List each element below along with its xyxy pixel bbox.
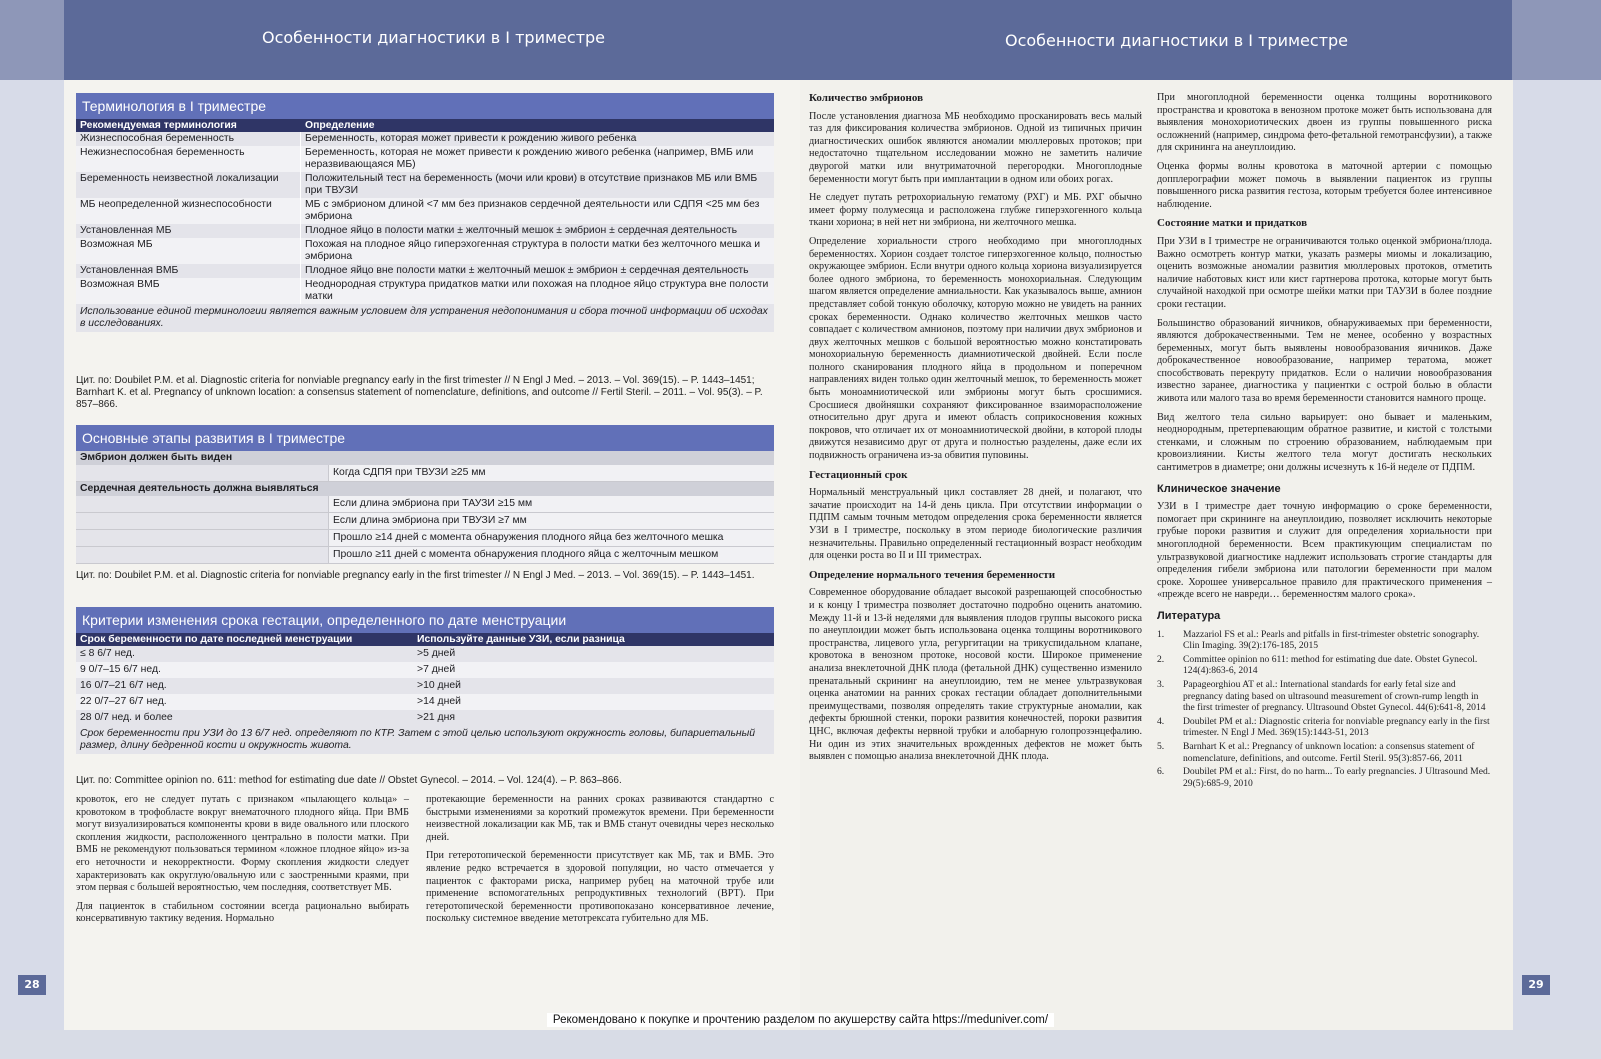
ref-number: 1. [1157, 628, 1165, 640]
criteria-header-row [76, 633, 774, 646]
criteria-box [76, 607, 774, 754]
criteria-citation: Цит. по: Committee opinion no. 611: method for estimating due date // Obstet Gynecol. – 2014. – Vol. 124(4). – P. 863–866. [76, 775, 622, 786]
ref-text: Mazzariol FS et al.: Pearls and pitfalls in first-trimester obstetric sonography. Clin Imaging. 39(2):176-185, 2015 [1183, 628, 1480, 652]
term-cell: Жизнеспособная беременность [76, 132, 301, 146]
stage-criterion: Если длина эмбриона при ТВУЗИ ≥7 мм [328, 513, 774, 529]
reference-item [1157, 716, 1492, 739]
criteria-title: Критерии изменения срока гестации, определенного по дате менструации [76, 607, 774, 633]
term-cell: ≤ 8 6/7 нед. [80, 648, 135, 659]
reference-item [1157, 629, 1492, 652]
ref-number: 6. [1157, 766, 1165, 778]
table-row [76, 694, 774, 710]
terminology-title: Терминология в I триместре [76, 93, 774, 119]
ref-text: Papageorghiou AT et al.: International standards for early fetal size and pregnancy dating based on ultrasound measurement of crown-rump length in the first trimester of pregnancy. Ultrasound Obstet Gynecol. 44(6):641-8, 2014 [1183, 678, 1486, 714]
stage-criterion: Прошло ≥11 дней с момента обнаружения плодного яйца с желточным мешком [328, 547, 774, 563]
reference-item [1157, 679, 1492, 714]
paragraph: протекающие беременности на ранних сроках развиваются стандартно с быстрыми изменениями за короткий промежуток времени. При беременности неизвестной локализации как МБ, так и ВМБ станут очевидны через несколько дней. [426, 794, 774, 843]
terminology-box [76, 93, 774, 332]
paragraph: Не следует путать ретрохориальную гематому (РХГ) и МБ. РХГ обычно имеет форму полумесяца и расположена глубже гиперэхогенного кольца ткани хориона; в ней нет ни эмбриона, ни желточного мешка. [809, 192, 1142, 229]
terminology-citation: Цит. по: Doubilet P.M. et al. Diagnostic criteria for nonviable pregnancy early in the first trimester // N Engl J Med. – 2013. – Vol. 369(15). – P. 1443–1451; Barnhart K. et al. Pregnancy of unknown location: a consensus statement of nomenclature, definitions, and outcome // Fertil Steril. – 2011. – Vol. 95(3). – P. 857–866. [76, 375, 763, 410]
right-header-title: Особенности диагностики в I триместре [1005, 31, 1349, 50]
definition-cell: Положительный тест на беременность (мочи или крови) в отсутствие признаков МБ или ВМБ при ТВУЗИ [301, 172, 775, 198]
ref-text: Committee opinion no 611: method for estimating due date. Obstet Gynecol. 124(4):863-6, 2014 [1183, 653, 1478, 677]
section-title: Определение нормального течения беременности [809, 568, 1056, 581]
table-row [76, 278, 774, 304]
table-row [76, 238, 774, 264]
ref-number: 2. [1157, 653, 1165, 665]
term-cell: 28 0/7 нед. и более [80, 712, 173, 723]
left-page-number: 28 [18, 975, 46, 995]
terminology-note: Использование единой терминологии является важным условием для устранения недопонимания и сбора точной информации об исходах в исследованиях. [76, 304, 774, 332]
terminology-col1: Рекомендуемая терминология [80, 120, 237, 131]
stage-row [76, 513, 774, 530]
difference-cell: >7 дней [417, 664, 456, 675]
left-column-b [426, 794, 774, 932]
right-page-header [800, 0, 1601, 80]
reference-item [1157, 766, 1492, 789]
ref-text: Barnhart K et al.: Pregnancy of unknown location: a consensus statement of nomenclature, definitions, and outcome. Fertil Steril. 95(3):857-66, 2011 [1183, 740, 1475, 764]
term-cell: Беременность неизвестной локализации [76, 172, 301, 198]
reference-item [1157, 654, 1492, 677]
ref-text: Doubilet PM et al.: First, do no harm... To early pregnancies. J Ultrasound Med. 29(5):685-9, 2010 [1183, 766, 1491, 789]
table-row [76, 646, 774, 662]
term-cell: МБ неопределенной жизнеспособности [76, 198, 301, 224]
ref-text: Doubilet PM et al.: Diagnostic criteria for nonviable pregnancy early in the first trimester. N Engl J Med. 369(15):1443-51, 2013 [1183, 715, 1490, 739]
right-column-b [1157, 92, 1492, 791]
table-row [76, 264, 774, 278]
stage-row [76, 465, 774, 482]
section-title: Гестационный срок [809, 468, 908, 481]
footer-banner [0, 1014, 1601, 1034]
difference-cell: >10 дней [417, 680, 461, 691]
paragraph: кровоток, его не следует путать с признаком «пылающего кольца» – кровотоком в трофобласте вокруг внематочного плодного яйца. При ВМБ могут визуализироваться компоненты крови в виде овального или плоского скопления жидкости, расположенного центрально в полости матки. При ВМБ не рекомендуют пользоваться термином «ложное плодное яйцо» из-за его неточности и некорректности. Форму скопления жидкости следует характеризовать как округлую/овальную или с заостренными краями, при этом первая с большей вероятностью, чем последняя, соответствует МБ. [76, 794, 409, 894]
right-page [800, 0, 1601, 1030]
left-column-a [76, 794, 409, 932]
definition-cell: Плодное яйцо вне полости матки ± желточный мешок ± эмбрион ± сердечная деятельность [301, 264, 775, 278]
stage-criterion: Когда СДПЯ при ТВУЗИ ≥25 мм [328, 465, 774, 481]
footer-link-text[interactable]: Рекомендовано к покупке и прочтению разделом по акушерству сайта https://meduniver.com/ [547, 1013, 1054, 1027]
references-list [1157, 629, 1492, 790]
table-row [76, 678, 774, 694]
stages-title: Основные этапы развития в I триместре [76, 425, 774, 451]
definition-cell: Похожая на плодное яйцо гиперэхогенная структура в полости матки без желточного мешка и эмбриона [301, 238, 775, 264]
definition-cell: Неоднородная структура придатков матки или похожая на плодное яйцо структура вне полости матки [301, 278, 775, 304]
paragraph: После установления диагноза МБ необходимо просканировать весь малый таз для фиксирования количества эмбрионов. Одной из типичных причин диагностических ошибок являются аномалии мюллеровых протоков; при недостаточно тщательном исследовании можно не заметить наличие двурогой матки или внутриматочной перегородки. Многоплодные беременности могут быть при имплантации в одном или обоих рогах. [809, 110, 1142, 185]
right-margin-strip [1513, 80, 1601, 1030]
paragraph: Большинство образований яичников, обнаруживаемых при беременности, являются доброкачественными. Тем не менее, особенно у возрастных беременных, могут быть выявлены новообразования яичников. Даже доброкачественное новообразование, например тератома, может способствовать перекруту придатков. Если о наличии новообразования известно заранее, диагностика у пациентки с острой болью в области живота или малого таза во время беременности становится намного проще. [1157, 317, 1492, 405]
terminology-header-row [76, 119, 774, 132]
left-page [0, 0, 800, 1030]
stages-citation: Цит. по: Doubilet P.M. et al. Diagnostic criteria for nonviable pregnancy early in the first trimester // N Engl J Med. – 2013. – Vol. 369(15). – P. 1443–1451. [76, 570, 755, 581]
criteria-col1: Срок беременности по дате последней менструации [80, 634, 353, 645]
definition-cell: Беременность, которая может привести к рождению живого ребенка [301, 132, 775, 146]
stages-head-1: Эмбрион должен быть виден [76, 451, 774, 465]
ref-number: 5. [1157, 740, 1165, 752]
term-cell: 16 0/7–21 6/7 нед. [80, 680, 167, 691]
paragraph: Современное оборудование обладает высокой разрешающей способностью и к концу I триместра позволяет достаточно подробно оценить анатомию. Между 11-й и 13-й неделями для выявления плодов группы высокого риска по анеуплоидии может быть использована оценка толщины воротникового пространства, лицевого угла, регургитации на трикуспидальном клапане, кровотока в венозном протоке, носовой кости. Широкое применение анализа внеклеточной ДНК плода (фетальной ДНК) существенно изменило пренатальный скрининг на анеуплоидию, тем не менее ультразвуковая оценка анатомии на ранних сроках гестации обладает дополнительными преимуществами, позволяя определять такие структурные аномалии, как дефекты брюшной стенки, пороки развития конечностей, пороки развития ЦНС, включая дефекты нервной трубки и алобарную голопрозэнцефалию. Ни один из этих значительных врожденных дефектов не может быть выявлен с помощью анализа внеклеточной ДНК плода. [809, 587, 1142, 763]
terminology-col2: Определение [305, 120, 375, 131]
paragraph: Нормальный менструальный цикл составляет 28 дней, и полагают, что зачатие происходит на 14-й день цикла. При отсутствии информации о ПДПМ самым точным методом определения срока беременности является УЗИ в I триместре, поскольку в этом периоде биологические различия незначительны. Правильно определенный гестационный возраст необходим для оценки роста во II и III триместрах. [809, 487, 1142, 562]
stage-criterion: Прошло ≥14 дней с момента обнаружения плодного яйца без желточного мешка [328, 530, 774, 546]
left-margin-strip [0, 80, 64, 1030]
table-row [76, 662, 774, 678]
ref-number: 4. [1157, 715, 1165, 727]
stage-row [76, 547, 774, 564]
term-cell: Возможная МБ [76, 238, 301, 264]
paragraph: При УЗИ в I триместре не ограничиваются только оценкой эмбриона/плода. Важно осмотреть контур матки, указать размеры миомы и локализацию, оценить возможные аномалии развития мюллеровых протоков, отметить наличие наботовых кист или кист гартнерова протока, которые могут быть случайной находкой при осмотре шейки матки при ТАУЗИ в более поздние сроки гестации. [1157, 235, 1492, 310]
term-cell: 9 0/7–15 6/7 нед. [80, 664, 161, 675]
difference-cell: >21 дня [417, 712, 455, 723]
references-title: Литература [1157, 609, 1221, 622]
stage-criterion: Если длина эмбриона при ТАУЗИ ≥15 мм [328, 496, 774, 512]
table-row [76, 146, 774, 172]
table-row [76, 198, 774, 224]
stage-row [76, 496, 774, 513]
right-page-number: 29 [1522, 975, 1550, 995]
stages-head-2: Сердечная деятельность должна выявляться [76, 482, 774, 496]
criteria-note: Срок беременности при УЗИ до 13 6/7 нед. определяют по КТР. Затем с этой целью используют окружность головы, бипариетальный размер, длину бедренной кости и окружность живота. [76, 726, 774, 754]
definition-cell: Плодное яйцо в полости матки ± желточный мешок ± эмбрион ± сердечная деятельность [301, 224, 775, 238]
difference-cell: >5 дней [417, 648, 456, 659]
term-cell: 22 0/7–27 6/7 нед. [80, 696, 167, 707]
left-page-header [0, 0, 800, 80]
paragraph: Для пациенток в стабильном состоянии всегда рационально выбирать консервативную тактику ведения. Нормально [76, 900, 409, 925]
difference-cell: >14 дней [417, 696, 461, 707]
criteria-table [76, 646, 774, 726]
term-cell: Нежизнеспособная беременность [76, 146, 301, 172]
right-column-a [809, 92, 1142, 770]
table-row [76, 224, 774, 238]
paragraph: При многоплодной беременности оценка толщины воротникового пространства и кровотока в венозном протоке может быть использована для выявления монохориотических двоен из группы повышенного риска осложнений (например, синдрома фето-фетальной гемотрансфузии), а также для скрининга на анеуплоидию. [1157, 92, 1492, 154]
paragraph: При гетеротопической беременности присутствует как МБ, так и ВМБ. Это явление редко встречается в здоровой популяции, но часто отмечается у пациенток с факторами риска, например рубец на маточной трубе или применение вспомогательных репродуктивных технологий (ВРТ). При гетеротопической беременности противопоказано консервативное лечение, поскольку системное введение метотрексата губительно для МБ. [426, 850, 774, 925]
section-title: Состояние матки и придатков [1157, 217, 1308, 230]
table-row [76, 172, 774, 198]
term-cell: Установленная ВМБ [76, 264, 301, 278]
definition-cell: МБ с эмбрионом длиной <7 мм без признаков сердечной деятельности или СДПЯ <25 мм без эмбриона [301, 198, 775, 224]
table-row [76, 132, 774, 146]
section-title: Количество эмбрионов [809, 92, 924, 104]
paragraph: Оценка формы волны кровотока в маточной артерии с помощью допплерографии может помочь в выявлении пациенток из группы повышенного риска развития гестоза, которым требуется более интенсивное наблюдение. [1157, 160, 1492, 210]
section-title: Клиническое значение [1157, 482, 1281, 495]
table-row [76, 710, 774, 726]
term-cell: Возможная ВМБ [76, 278, 301, 304]
definition-cell: Беременность, которая не может привести к рождению живого ребенка (например, ВМБ или неразвивающаяся МБ) [301, 146, 775, 172]
terminology-table [76, 132, 774, 304]
stage-row [76, 530, 774, 547]
left-header-title: Особенности диагностики в I триместре [262, 28, 606, 47]
criteria-col2: Используйте данные УЗИ, если разница [417, 634, 625, 645]
paragraph: Вид желтого тела сильно варьирует: оно бывает и маленьким, неоднородным, претерпевающим обратное развитие, и кистой с толстыми стенками, и сложным по строению образованием, наблюдаемым при кровоизлиянии. Кисты желтого тела могут достигать нескольких сантиметров в диаметре; они должны исчезнуть к 16-й неделе от ПДПМ. [1157, 411, 1492, 474]
paragraph: УЗИ в I триместре дает точную информацию о сроке беременности, помогает при скрининге на анеуплоидию, позволяет исключить некоторые грубые пороки развития и служит для определения хориальности при многоплодной беременности. Всем практикующим специалистам по ультразвуковой диагностике надлежит использовать строгие стандарты для определения гибели эмбриона или патологии беременности при малом сроке. Хорошее универсальное правило для практического применения – «прежде всего не навреди… беременностям малого срока». [1157, 501, 1492, 601]
reference-item [1157, 741, 1492, 764]
stages-box [76, 425, 774, 564]
ref-number: 3. [1157, 678, 1165, 690]
term-cell: Установленная МБ [76, 224, 301, 238]
paragraph: Определение хориальности строго необходимо при многоплодных беременностях. Хорион создает толстое гиперэхогенное кольцо, полностью окружающее эмбрион. Если внутри одного кольца хориона визуализируется более одного эмбриона, то беременность монохориальная. Следующим шагом является определение амниальности. Как указывалось выше, амнион представляет собой тонкую оболочку, которую можно не увидеть на ранних сроках беременности. Однако количество желточных мешков часто совпадает с количеством амнионов, поэтому при наличии двух эмбрионов и двух желточных мешков с большой вероятностью можно констатировать монохориальную беременность диамниотической двойней. Если после полного сканирования плодного яйца в продольном и поперечном направлениях виден только один желточный мешок, то беременность может быть моноамниотической или эмбрионы могут быть сросшимися. Сросшиеся двойняшки сохраняют фиксированное взаиморасположение относительно друг друга и имеют область соприкосновения кожных покровов, что отличает их от моноамниотической двойни, в которой плоды движутся независимо друг от друга и полностью разделены, даже если их подвижность ограничена из-за обвития пуповины. [809, 235, 1142, 462]
